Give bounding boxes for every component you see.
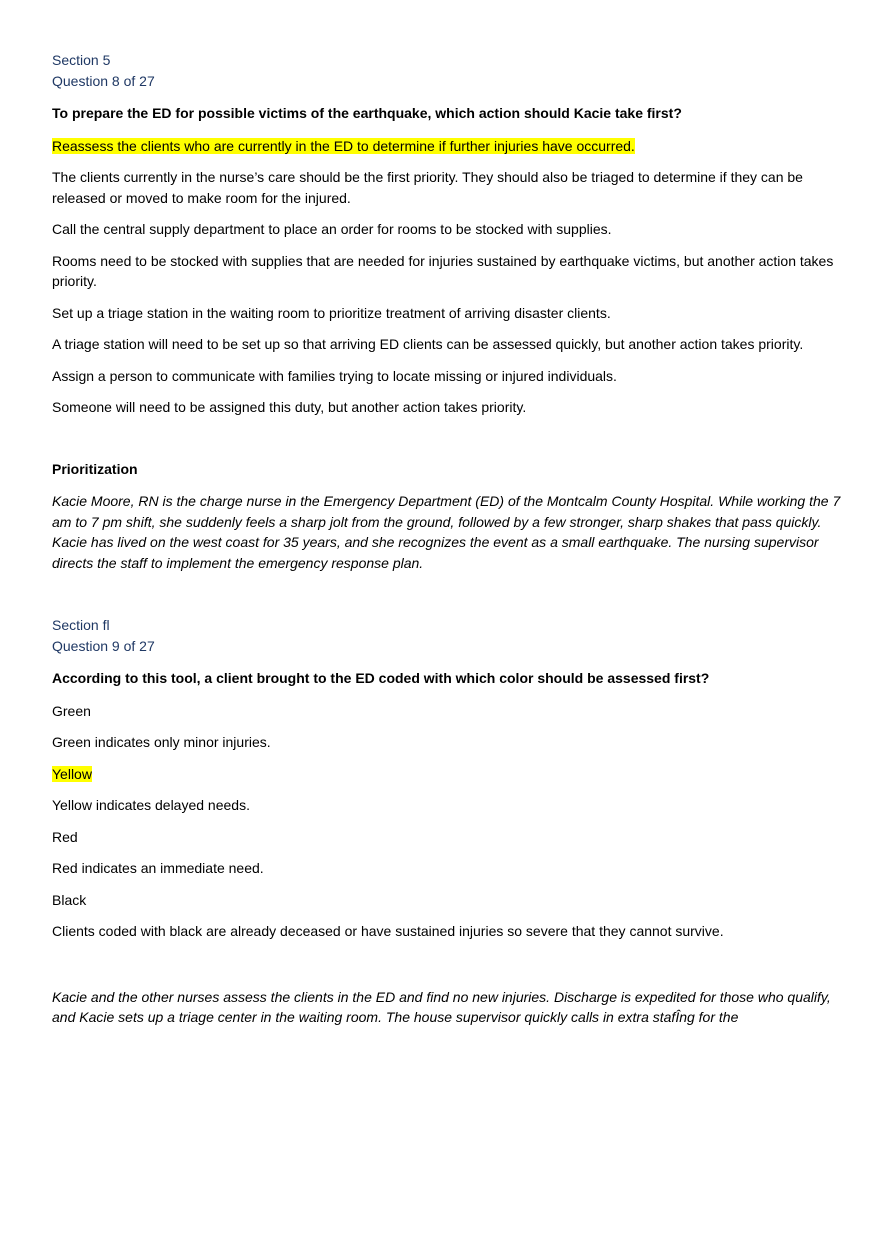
scenario-text: Kacie Moore, RN is the charge nurse in the Emergency Department (ED) of the Montcalm County Hospital. While working the 7 am to 7 pm shift, she suddenly feels a sharp jolt from the ground, followed by a few stronger, sharp shakes that pass quickly. Kacie has lived on the west coast for 35 years, and she recognizes the event as a small earthquake. The nursing supervisor directs the staff to implement the emergency response plan. xyxy=(52,493,841,571)
spacer xyxy=(52,573,842,615)
rationale-text: Yellow indicates delayed needs. xyxy=(52,797,250,813)
spacer xyxy=(52,953,842,987)
highlighted-answer: Yellow xyxy=(52,765,92,782)
rationale-text: The clients currently in the nurse’s care should be the first priority. They should also be triaged to determine if they can be released or moved to make room for the injured. xyxy=(52,169,803,206)
answer-option-correct xyxy=(52,136,842,157)
answer-option: Green xyxy=(52,702,91,719)
section-label: Section fl xyxy=(52,617,110,633)
answer-option-highlighted xyxy=(52,764,842,785)
section-label: Section 5 xyxy=(52,52,111,68)
spacer xyxy=(52,429,842,459)
rationale-text: Clients coded with black are already deceased or have sustained injuries so severe that they cannot survive. xyxy=(52,923,724,939)
rationale-text: Green indicates only minor injuries. xyxy=(52,734,271,750)
question-text: To prepare the ED for possible victims of the earthquake, which action should Kacie take first? xyxy=(52,105,682,121)
question-text: According to this tool, a client brought to the ED coded with which color should be assessed first? xyxy=(52,670,710,686)
answer-option: Assign a person to communicate with families trying to locate missing or injured individuals. xyxy=(52,367,617,384)
answer-option: Black xyxy=(52,891,87,908)
rationale-text: A triage station will need to be set up so that arriving ED clients can be assessed quickly, but another action takes priority. xyxy=(52,336,804,352)
rationale-text: Someone will need to be assigned this duty, but another action takes priority. xyxy=(52,399,527,415)
section-9-header xyxy=(52,615,842,656)
closing-scenario-text: Kacie and the other nurses assess the clients in the ED and find no new injuries. Discharge is expedited for those who qualify, and Kacie sets up a triage center in the waiting room. The house supervisor quickly calls in extra stafÎng for the xyxy=(52,988,831,1025)
prioritization-heading: Prioritization xyxy=(52,460,138,477)
answer-option: Set up a triage station in the waiting room to prioritize treatment of arriving disaster clients. xyxy=(52,304,611,321)
section-8-header xyxy=(52,50,842,91)
question-number: Question 9 of 27 xyxy=(52,637,155,654)
question-number: Question 8 of 27 xyxy=(52,72,155,89)
highlighted-answer: Reassess the clients who are currently in the ED to determine if further injuries have occurred. xyxy=(52,137,635,154)
answer-option: Call the central supply department to place an order for rooms to be stocked with supplies. xyxy=(52,221,612,237)
answer-option: Red xyxy=(52,828,78,845)
document-page xyxy=(52,50,842,1028)
rationale-text: Rooms need to be stocked with supplies that are needed for injuries sustained by earthquake victims, but another action takes priority. xyxy=(52,252,834,289)
rationale-text: Red indicates an immediate need. xyxy=(52,860,264,876)
